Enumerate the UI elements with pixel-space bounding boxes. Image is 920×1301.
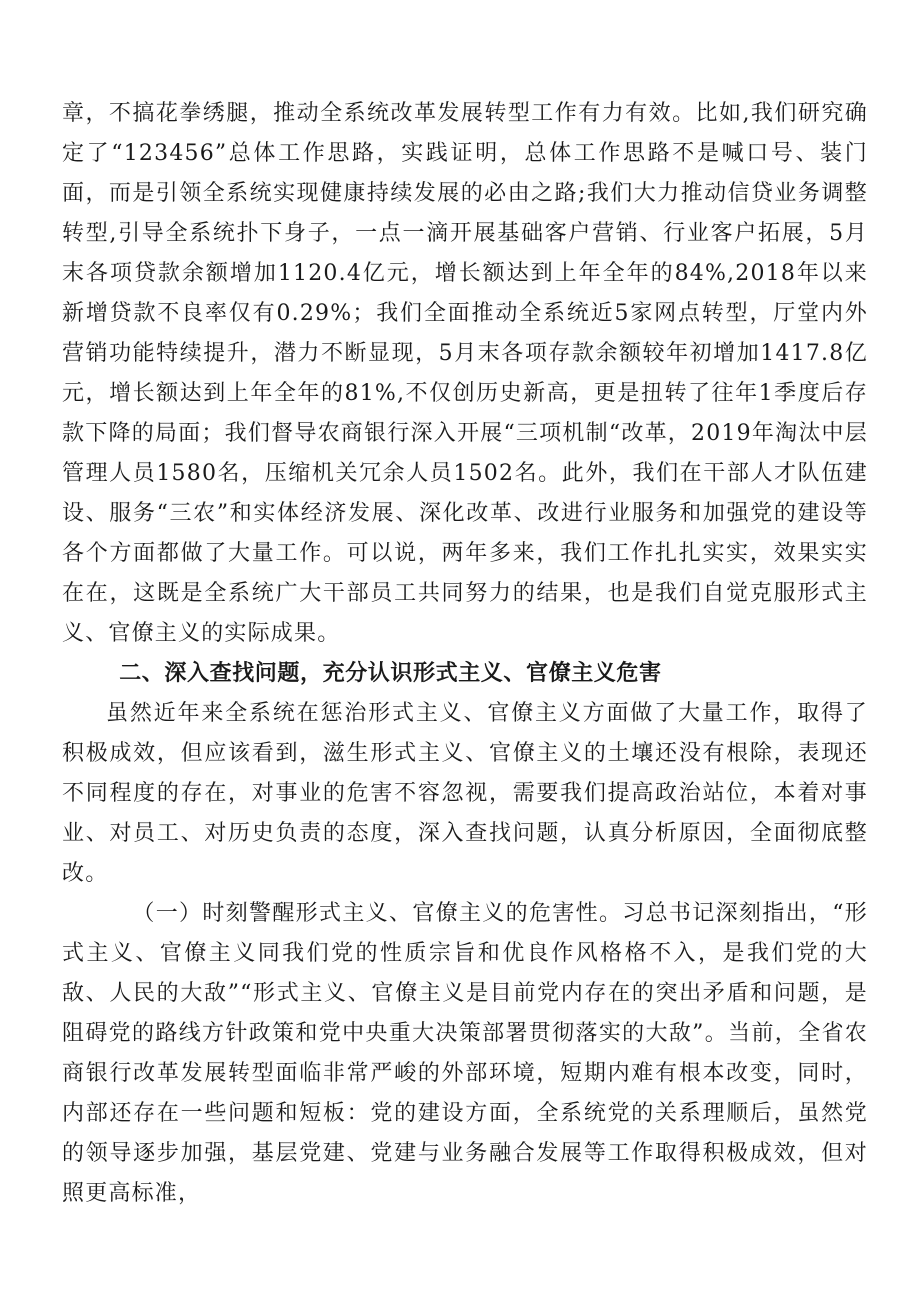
section-heading-two: 二、深入查找问题，充分认识形式主义、官僚主义危害 bbox=[119, 661, 662, 686]
paragraph-problems-intro: 虽然近年来全系统在惩治形式主义、官僚主义方面做了大量工作，取得了积极成效，但应该看到，滋生形式主义、官僚主义的土壤还没有根除，表现还不同程度的存在，对事业的危害不容忽视，需要我们提高政治站位，本着对事业、对员工、对历史负责的态度，深入查找问题，认真分析原因，全面彻底整改。 bbox=[62, 701, 868, 886]
paragraph-subsection-one: （一）时刻警醒形式主义、官僚主义的危害性。习总书记深刻指出，“形式主义、官僚主义同我们党的性质宗旨和优良作风格格不入，是我们党的大敌、人民的大敌”“形式主义、官僚主义是目前党内存在的突出矛盾和问题，是阻碍党的路线方针政策和党中央重大决策部署贯彻落实的大敌”。当前，全省农商银行改革发展转型面临非常严峻的外部环境，短期内难有根本改变，同时，内部还存在一些问题和短板：党的建设方面，全系统党的关系理顺后，虽然党的领导逐步加强，基层党建、党建与业务融合发展等工作取得积极成效，但对照更高标准， bbox=[62, 901, 868, 1206]
document-body bbox=[62, 94, 868, 1214]
paragraph-achievements: 章，不搞花拳绣腿，推动全系统改革发展转型工作有力有效。比如,我们研究确定了“123456”总体工作思路，实践证明，总体工作思路不是喊口号、装门面，而是引领全系统实现健康持续发展的必由之路;我们大力推动信贷业务调整转型,引导全系统扑下身子，一点一滴开展基础客户营销、行业客户拓展，5月末各项贷款余额增加1120.4亿元，增长额达到上年全年的84%,2018年以来新增贷款不良率仅有0.29%；我们全面推动全系统近5家网点转型，厅堂内外营销功能特续提升，潜力不断显现，5月末各项存款余额较年初增加1417.8亿元，增长额达到上年全年的81%,不仅创历史新高，更是扭转了往年1季度后存款下降的局面；我们督导农商银行深入开展“三项机制“改革，2019年淘汰中层管理人员1580名，压缩机关冗余人员1502名。此外，我们在干部人才队伍建设、服务“三农”和实体经济发展、深化改革、改进行业服务和加强党的建设等各个方面都做了大量工作。可以说，两年多来，我们工作扎扎实实，效果实实在在，这既是全系统广大干部员工共同努力的结果，也是我们自觉克服形式主义、官僚主义的实际成果。 bbox=[62, 101, 868, 646]
